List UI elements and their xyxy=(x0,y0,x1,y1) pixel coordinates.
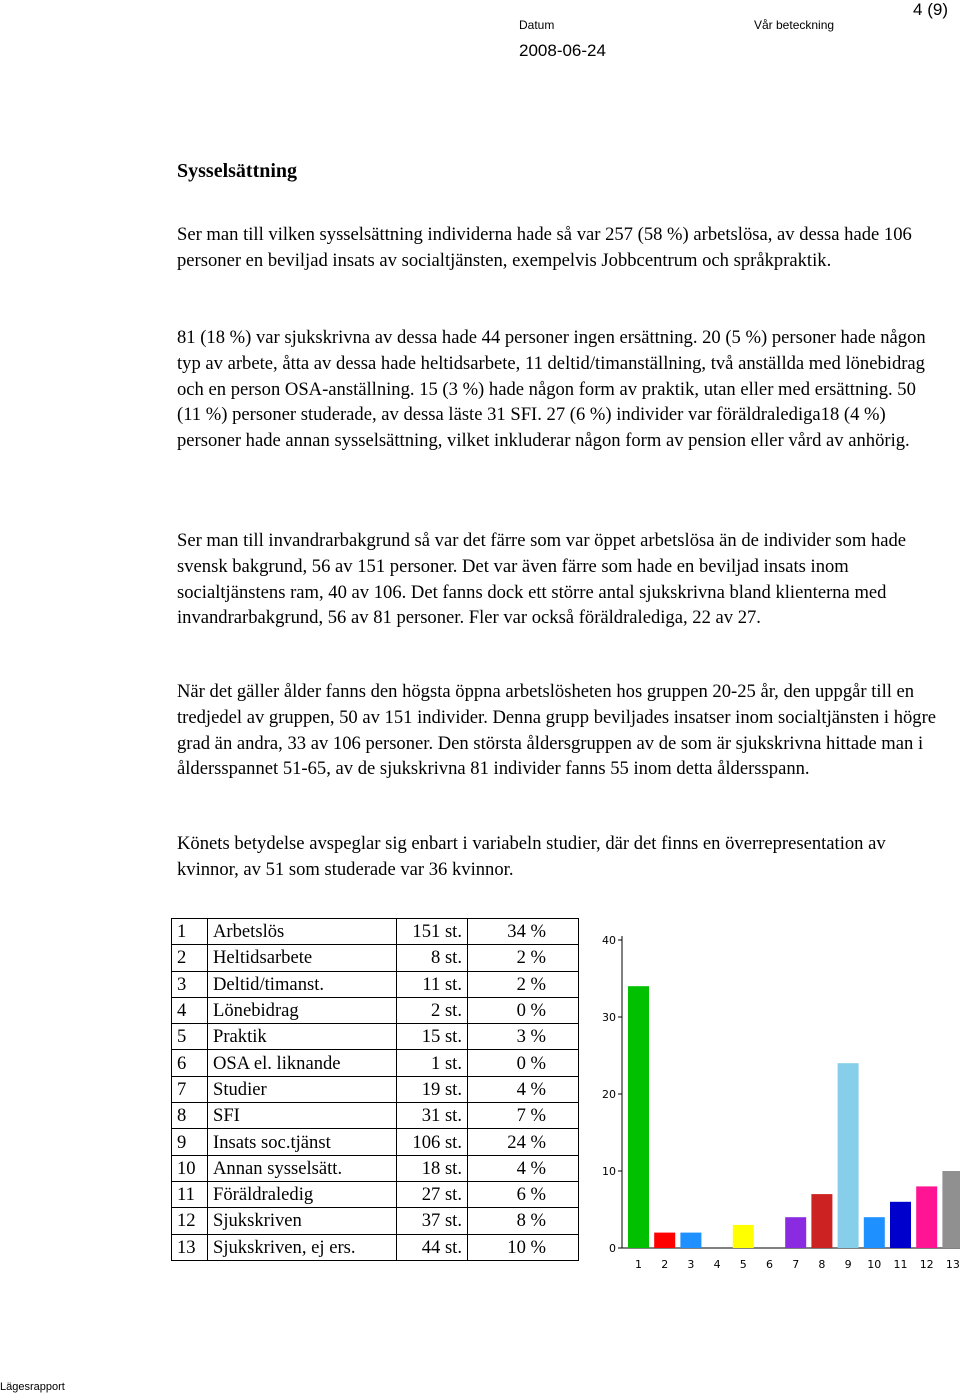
row-percent: 34 % xyxy=(468,919,579,945)
page-number: 4 (9) xyxy=(913,0,948,19)
employment-table xyxy=(171,918,579,1261)
row-count: 1 st. xyxy=(397,1050,468,1076)
table-row xyxy=(172,1181,579,1207)
row-count: 18 st. xyxy=(397,1155,468,1181)
row-number: 1 xyxy=(172,919,208,945)
table-row xyxy=(172,1103,579,1129)
x-tick-label: 2 xyxy=(661,1258,669,1271)
row-percent: 2 % xyxy=(468,945,579,971)
x-tick-label: 3 xyxy=(687,1258,695,1271)
row-percent: 4 % xyxy=(468,1155,579,1181)
row-label: Lönebidrag xyxy=(208,997,397,1023)
bar-11 xyxy=(890,1202,911,1248)
footer-label: Lägesrapport xyxy=(0,1381,65,1393)
bar-7 xyxy=(785,1217,806,1248)
row-number: 2 xyxy=(172,945,208,971)
table-row xyxy=(172,1208,579,1234)
date-value: 2008-06-24 xyxy=(519,41,606,60)
bar-13 xyxy=(942,1171,960,1248)
x-tick-label: 7 xyxy=(792,1258,800,1271)
bar-9 xyxy=(838,1063,859,1248)
x-tick-label: 1 xyxy=(635,1258,642,1271)
x-tick-label: 11 xyxy=(893,1258,908,1271)
x-tick-label: 9 xyxy=(844,1258,852,1271)
row-percent: 3 % xyxy=(468,1024,579,1050)
row-number: 11 xyxy=(172,1181,208,1207)
bar-3 xyxy=(680,1233,701,1248)
row-count: 11 st. xyxy=(397,971,468,997)
bar-8 xyxy=(811,1194,832,1248)
row-number: 9 xyxy=(172,1129,208,1155)
row-number: 4 xyxy=(172,997,208,1023)
row-label: Insats soc.tjänst xyxy=(208,1129,397,1155)
employment-bar-chart xyxy=(588,925,958,1275)
table-row xyxy=(172,1234,579,1260)
row-label: Föräldraledig xyxy=(208,1181,397,1207)
table-row xyxy=(172,1024,579,1050)
row-percent: 4 % xyxy=(468,1076,579,1102)
table-row xyxy=(172,919,579,945)
row-label: Annan sysselsätt. xyxy=(208,1155,397,1181)
row-label: Deltid/timanst. xyxy=(208,971,397,997)
row-percent: 7 % xyxy=(468,1103,579,1129)
x-tick-label: 6 xyxy=(766,1258,773,1271)
row-percent: 0 % xyxy=(468,1050,579,1076)
table-row xyxy=(172,971,579,997)
row-label: Studier xyxy=(208,1076,397,1102)
row-number: 13 xyxy=(172,1234,208,1260)
row-label: Praktik xyxy=(208,1024,397,1050)
row-count: 151 st. xyxy=(397,919,468,945)
row-percent: 10 % xyxy=(468,1234,579,1260)
row-number: 12 xyxy=(172,1208,208,1234)
y-tick-label: 10 xyxy=(602,1165,616,1178)
row-count: 37 st. xyxy=(397,1208,468,1234)
bar-5 xyxy=(733,1225,754,1248)
row-number: 8 xyxy=(172,1103,208,1129)
row-percent: 8 % xyxy=(468,1208,579,1234)
bar-10 xyxy=(864,1217,885,1248)
x-tick-label: 8 xyxy=(818,1258,826,1271)
row-percent: 6 % xyxy=(468,1181,579,1207)
bar-2 xyxy=(654,1233,675,1248)
reference-label: Vår beteckning xyxy=(754,18,835,32)
date-label: Datum xyxy=(519,18,555,32)
y-tick-label: 20 xyxy=(602,1088,616,1101)
table-row xyxy=(172,1155,579,1181)
row-label: SFI xyxy=(208,1103,397,1129)
x-tick-label: 5 xyxy=(739,1258,747,1271)
paragraph-employment-overview: Ser man till vilken sysselsättning individerna hade så var 257 (58 %) arbetslösa, av dessa hade 106 personer en beviljad insats av socialtjänsten, exempelvis Jobbcentrum och språkpraktik. xyxy=(177,224,912,271)
row-count: 106 st. xyxy=(397,1129,468,1155)
row-count: 15 st. xyxy=(397,1024,468,1050)
paragraph-age: När det gäller ålder fanns den högsta öppna arbetslösheten hos gruppen 20-25 år, den uppgår till en tredjedel av gruppen, 50 av 151 individer. Denna grupp beviljades insatser inom socialtjänsten i högre grad än andra, 33 av 106 personer. Den största åldersgruppen av de som är sjukskrivna hittade man i åldersspannet 51-65, av de sjukskrivna 81 individer fanns 55 inom detta åldersspann. xyxy=(177,681,937,780)
row-percent: 2 % xyxy=(468,971,579,997)
row-percent: 24 % xyxy=(468,1129,579,1155)
row-count: 2 st. xyxy=(397,997,468,1023)
row-percent: 0 % xyxy=(468,997,579,1023)
row-label: Arbetslös xyxy=(208,919,397,945)
section-heading: Sysselsättning xyxy=(177,160,298,182)
table-row xyxy=(172,1050,579,1076)
x-tick-label: 10 xyxy=(867,1258,882,1271)
row-label: Heltidsarbete xyxy=(208,945,397,971)
table-row xyxy=(172,1076,579,1102)
y-tick-label: 0 xyxy=(609,1242,616,1255)
row-label: Sjukskriven, ej ers. xyxy=(208,1234,397,1260)
row-label: Sjukskriven xyxy=(208,1208,397,1234)
row-number: 10 xyxy=(172,1155,208,1181)
bar-1 xyxy=(628,986,649,1248)
x-tick-label: 4 xyxy=(713,1258,721,1271)
row-count: 8 st. xyxy=(397,945,468,971)
paragraph-sick-leave-work: 81 (18 %) var sjukskrivna av dessa hade 44 personer ingen ersättning. 20 (5 %) personer hade någon typ av arbete, åtta av dessa hade heltidsarbete, 11 deltid/timanställning, två anställda med lönebidrag och en person OSA-anställning. 15 (3 %) hade någon form av praktik, utan eller med ersättning. 50 (11 %) personer studerade, av dessa läste 31 SFI. 27 (6 %) individer var föräldralediga18 (4 %) personer hade annan sysselsättning, vilket inkluderar någon form av pension eller vård av anhörig. xyxy=(177,327,926,452)
row-number: 5 xyxy=(172,1024,208,1050)
row-number: 7 xyxy=(172,1076,208,1102)
row-number: 3 xyxy=(172,971,208,997)
row-number: 6 xyxy=(172,1050,208,1076)
table-row xyxy=(172,1129,579,1155)
x-tick-label: 12 xyxy=(919,1258,934,1271)
row-count: 31 st. xyxy=(397,1103,468,1129)
row-count: 19 st. xyxy=(397,1076,468,1102)
y-tick-label: 30 xyxy=(602,1011,616,1024)
bar-12 xyxy=(916,1186,937,1248)
paragraph-gender: Könets betydelse avspeglar sig enbart i variabeln studier, där det finns en överrepresentation av kvinnor, av 51 som studerade var 36 kvinnor. xyxy=(177,833,886,880)
paragraph-immigrant-background: Ser man till invandrarbakgrund så var det färre som var öppet arbetslösa än de individer som hade svensk bakgrund, 56 av 151 personer. Det var även färre som hade en beviljad insats inom socialtjänstens ram, 40 av 106. Det fanns dock ett större antal sjukskrivna bland klienterna med invandrarbakgrund, 56 av 81 personer. Fler var också föräldralediga, 22 av 27. xyxy=(177,530,907,629)
row-count: 44 st. xyxy=(397,1234,468,1260)
table-row xyxy=(172,997,579,1023)
row-count: 27 st. xyxy=(397,1181,468,1207)
x-tick-label: 13 xyxy=(945,1258,960,1271)
row-label: OSA el. liknande xyxy=(208,1050,397,1076)
table-row xyxy=(172,945,579,971)
y-tick-label: 40 xyxy=(602,934,616,947)
